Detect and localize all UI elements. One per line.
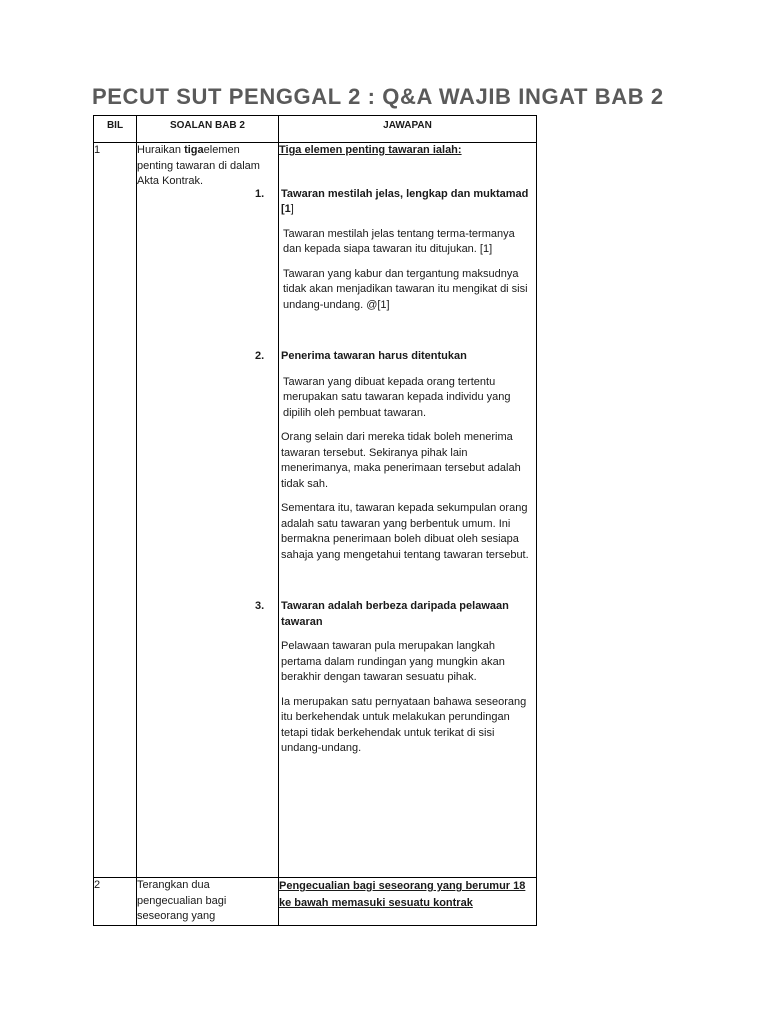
point-heading: Penerima tawaran harus ditentukan bbox=[281, 350, 467, 362]
header-bil: BIL bbox=[94, 116, 137, 143]
answer-intro: Tiga elemen penting tawaran ialah: bbox=[279, 144, 462, 156]
question-text-pre: Huraikan bbox=[137, 144, 185, 156]
point-heading-post: ] bbox=[290, 203, 294, 215]
answer-point bbox=[255, 349, 536, 365]
point-paragraph: Ia merupakan satu pernyataan bahawa seseorang itu berkehendak untuk melakukan perundingan tetapi tidak berkehendak untuk terikat di sisi undang-undang. bbox=[281, 695, 527, 754]
point-paragraph: Tawaran yang dibuat kepada orang tertentu merupakan satu tawaran kepada individu yang dipilih oleh pembuat tawaran. bbox=[283, 375, 511, 419]
question-text-post: elemen penting tawaran di dalam Akta Kontrak. bbox=[137, 144, 260, 187]
point-paragraph: Orang selain dari mereka tidak boleh menerima tawaran tersebut. Sekiranya pihak lain menerimanya, maka penerimaan tersebut adalah tidak sah. bbox=[281, 431, 521, 490]
answer-point bbox=[255, 599, 536, 630]
point-heading-pre: Tawaran mestilah jelas, lengkap dan muktamad [ bbox=[281, 187, 529, 215]
table-header-row bbox=[94, 116, 537, 143]
table-row bbox=[94, 878, 537, 926]
page-title: PECUT SUT PENGGAL 2 : Q&A WAJIB INGAT BAB 2 bbox=[92, 84, 664, 109]
point-paragraph: Tawaran mestilah jelas tentang terma-termanya dan kepada siapa tawaran itu ditujukan. [1] bbox=[283, 227, 515, 255]
answer-heading: Pengecualian bagi seseorang yang berumur 18 ke bawah memasuki sesuatu kontrak bbox=[279, 880, 526, 909]
row-number: 2 bbox=[94, 878, 137, 926]
header-soalan: SOALAN BAB 2 bbox=[137, 116, 279, 143]
header-jawapan: JAWAPAN bbox=[279, 116, 537, 143]
row-number: 1 bbox=[94, 143, 137, 878]
point-heading-bold: 1 bbox=[284, 203, 291, 215]
question-cell bbox=[137, 143, 279, 878]
answer-cell bbox=[279, 878, 537, 926]
point-paragraph: Pelawaan tawaran pula merupakan langkah pertama dalam rundingan yang mungkin akan berakhir dengan tawaran sesuatu pihak. bbox=[281, 640, 505, 683]
table-row bbox=[94, 143, 537, 878]
question-cell: Terangkan dua pengecualian bagi seseorang yang bbox=[137, 878, 279, 926]
answer-cell bbox=[255, 143, 537, 878]
point-paragraph: Tawaran yang kabur dan tergantung maksudnya tidak akan menjadikan tawaran itu mengikat di sisi undang-undang. @[1] bbox=[283, 267, 528, 311]
point-heading: Tawaran adalah berbeza daripada pelawaan tawaran bbox=[281, 600, 509, 628]
point-paragraph: Sementara itu, tawaran kepada sekumpulan orang adalah satu tawaran yang berbentuk umum. Ini bermakna penerimaan boleh dibuat oleh sesiapa sahaja yang mengetahui tentang tawaran tersebut. bbox=[281, 502, 529, 561]
answer-point bbox=[255, 187, 536, 218]
point-number: 2. bbox=[255, 350, 265, 362]
point-number: 1. bbox=[255, 187, 265, 200]
question-text-bold: tiga bbox=[184, 144, 204, 156]
qa-table bbox=[93, 115, 537, 926]
point-number: 3. bbox=[255, 600, 265, 612]
